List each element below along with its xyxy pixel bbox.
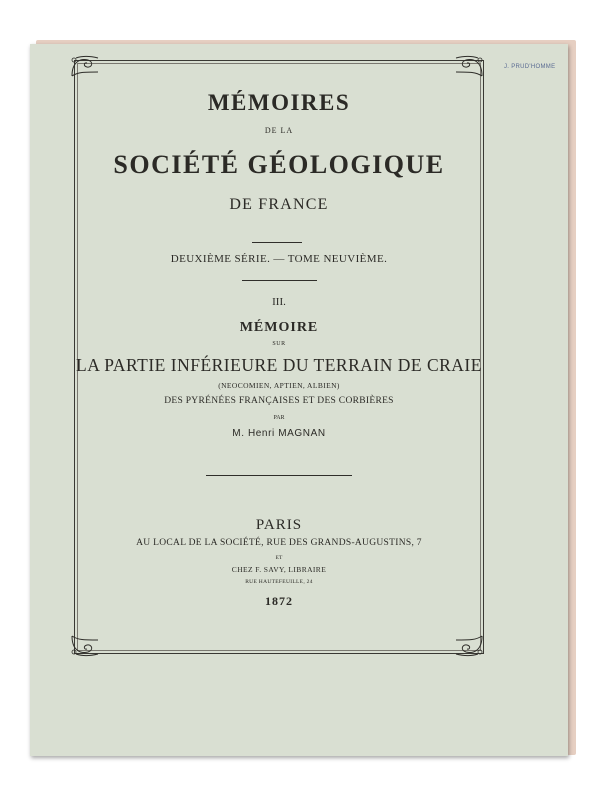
memoir-label: MÉMOIRE <box>239 320 319 335</box>
memoir-parenthetical: (NEOCOMIEN, APTIEN, ALBIEN) <box>218 381 340 390</box>
par-label: PAR <box>273 415 285 421</box>
title-de-france: DE FRANCE <box>229 196 329 213</box>
divider-rule <box>252 242 302 243</box>
imprint-publisher-address: RUE HAUTEFEUILLE, 24 <box>245 579 313 585</box>
title-societe-geologique: SOCIÉTÉ GÉOLOGIQUE <box>113 150 445 179</box>
memoir-title: LA PARTIE INFÉRIEURE DU TERRAIN DE CRAIE <box>76 355 482 375</box>
owner-stamp: J. PRUD'HOMME <box>504 64 556 70</box>
imprint-et: ET <box>275 555 283 561</box>
series-line: DEUXIÈME SÉRIE. — TOME NEUVIÈME. <box>170 253 388 265</box>
corner-ornament-bottom-right <box>452 632 486 658</box>
imprint-year: 1872 <box>265 594 293 608</box>
part-number: III. <box>272 296 286 308</box>
divider-rule <box>242 280 317 281</box>
title-memoires: MÉMOIRES <box>207 90 351 115</box>
corner-ornament-bottom-left <box>68 632 102 658</box>
corner-ornament-top-left <box>68 54 102 80</box>
imprint-publisher: CHEZ F. SAVY, LIBRAIRE <box>231 565 327 574</box>
memoir-sur: SUR <box>272 341 286 347</box>
corner-ornament-top-right <box>452 54 486 80</box>
imprint-address: AU LOCAL DE LA SOCIÉTÉ, RUE DES GRANDS-AUGUSTINS, 7 <box>136 538 422 548</box>
divider-rule <box>206 475 352 476</box>
title-de-la: DE LA <box>264 126 294 135</box>
imprint-city: PARIS <box>255 517 303 533</box>
author-name: M. Henri MAGNAN <box>232 428 326 439</box>
memoir-region: DES PYRÉNÉES FRANÇAISES ET DES CORBIÈRES <box>164 396 394 406</box>
